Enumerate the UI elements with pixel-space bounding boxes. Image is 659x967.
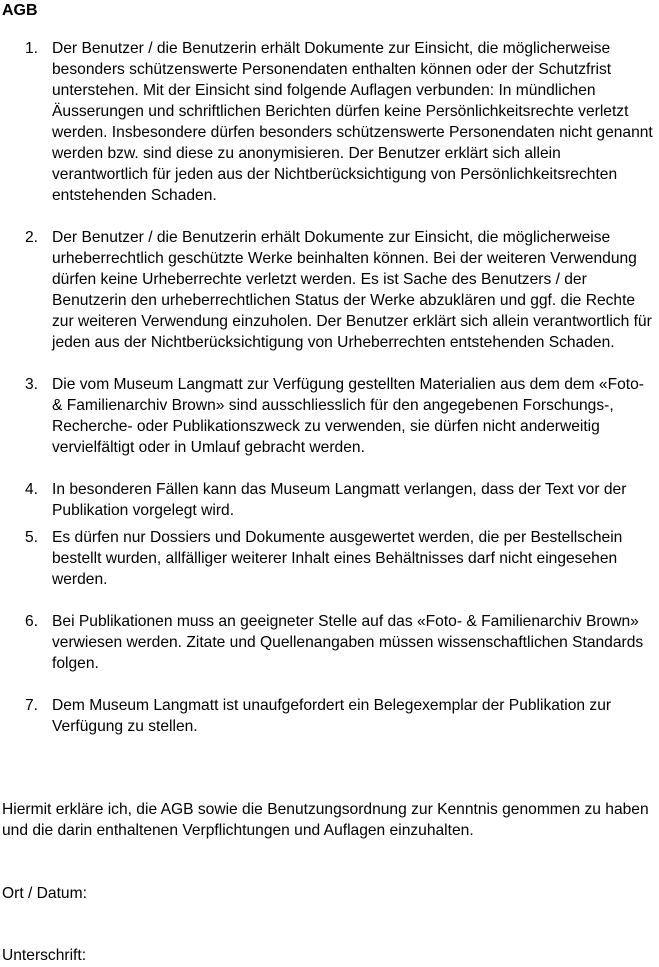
term-text: In besonderen Fällen kann das Museum Langmatt verlangen, dass der Text vor der Publikation vorgelegt wird. [52,481,627,519]
term-item-5 [0,527,659,590]
place-date-label: Ort / Datum: [2,885,87,902]
term-text: Es dürfen nur Dossiers und Dokumente ausgewertet werden, die per Bestellschein bestellt wurden, allfälliger weiterer Inhalt eines Behältnisses darf nicht eingesehen werden. [52,529,623,588]
term-item-2 [0,227,659,353]
term-text: Der Benutzer / die Benutzerin erhält Dokumente zur Einsicht, die möglicherweise urheberrechtlich geschützte Werke beinhalten können. Bei der weiteren Verwendung dürfen keine Urheberrechte verletzt werden. Es ist Sache des Benutzers / der Benutzerin den urheberrechtlichen Status der Werke abzuklären und ggf. die Rechte zur weiteren Verwendung einzuholen. Der Benutzer erklärt sich allein verantwortlich für jeden aus der Nichtberücksichtigung von Urheberrechten entstehenden Schaden. [52,229,652,351]
term-number: 6. [25,613,39,630]
term-text: Der Benutzer / die Benutzerin erhält Dokumente zur Einsicht, die möglicherweise besonders schützenswerte Personendaten enthalten können oder der Schutzfrist unterstehen. Mit der Einsicht sind folgende Auflagen verbunden: In mündlichen Äusserungen und schriftlichen Berichten dürfen keine Persönlichkeitsrechte verletzt werden. Insbesondere dürfen besonders schützenswerte Personendaten nicht genannt werden bzw. sind diese zu anonymisieren. Der Benutzer erklärt sich allein verantwortlich für jeden aus der Nichtberücksichtigung von Persönlichkeitsrechten entstehenden Schaden. [52,40,653,204]
term-item-4 [0,479,659,521]
declaration-text: Hiermit erkläre ich, die AGB sowie die Benutzungsordnung zur Kenntnis genommen zu haben und die darin enthaltenen Verpflichtungen und Auflagen einzuhalten. [2,801,649,839]
term-item-1 [0,38,659,206]
term-number: 3. [25,376,39,393]
term-number: 5. [25,529,39,546]
term-text: Bei Publikationen muss an geeigneter Stelle auf das «Foto- & Familienarchiv Brown» verwiesen werden. Zitate und Quellenangaben müssen wissenschaftlichen Standards folgen. [52,613,644,672]
term-item-6 [0,611,659,674]
term-number: 1. [25,40,39,57]
document-title: AGB [2,2,38,19]
term-item-3 [0,374,659,458]
term-text: Dem Museum Langmatt ist unaufgefordert ein Belegexemplar der Publikation zur Verfügung zu stellen. [52,697,612,735]
signature-label: Unterschrift: [2,947,87,964]
term-number: 2. [25,229,39,246]
term-text: Die vom Museum Langmatt zur Verfügung gestellten Materialien aus dem dem «Foto- & Familienarchiv Brown» sind ausschliesslich für den angegebenen Forschungs-, Recherche- oder Publikationszweck zu verwenden, sie dürfen nicht anderweitig vervielfältigt oder in Umlauf gebracht werden. [52,376,644,456]
term-item-7 [0,695,659,737]
term-number: 4. [25,481,39,498]
terms-list [0,38,659,758]
term-number: 7. [25,697,39,714]
